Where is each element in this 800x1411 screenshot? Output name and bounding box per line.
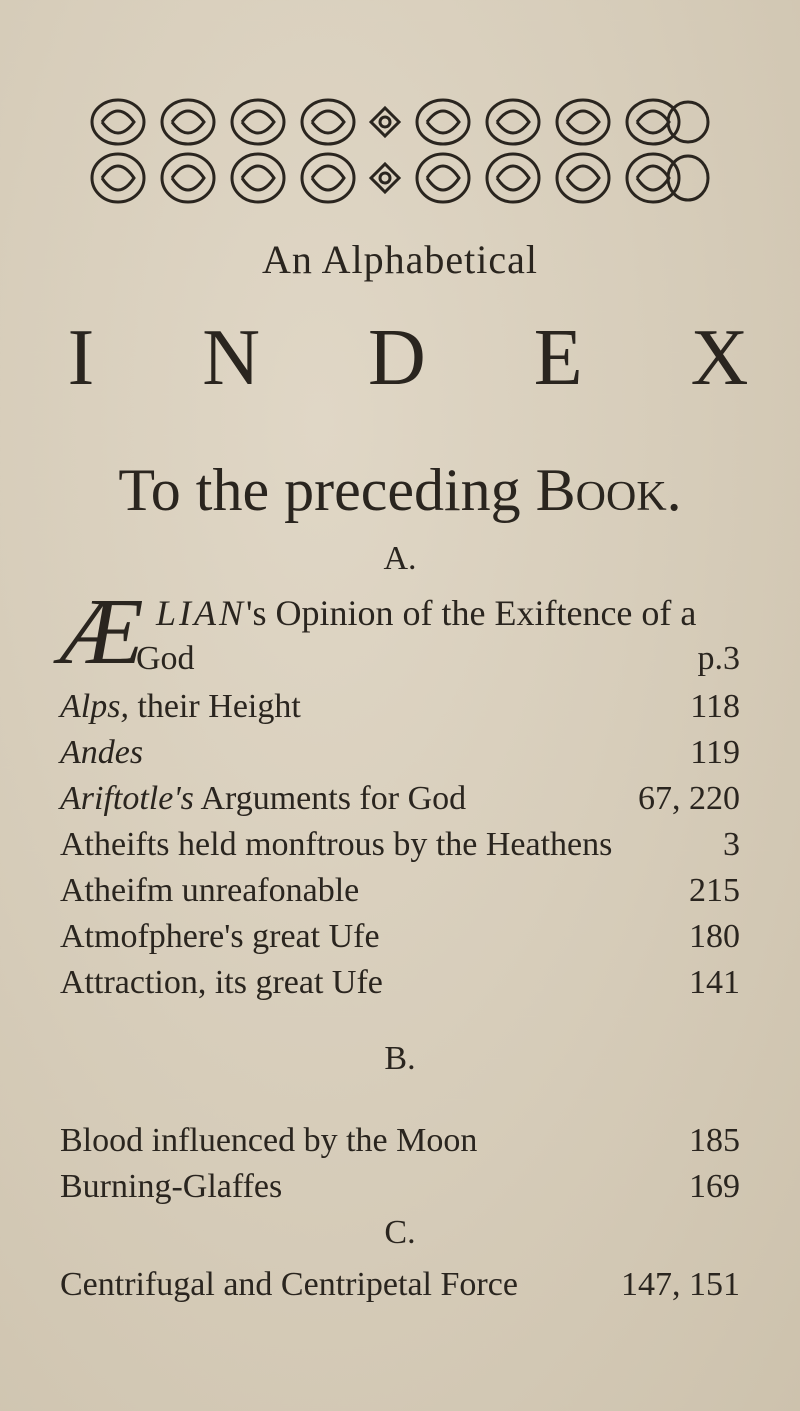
- entry-title: Blood influenced by the Moon: [60, 1122, 478, 1159]
- section-letter-a: A.: [383, 540, 417, 577]
- entry-page: 67, 220: [638, 780, 740, 817]
- first-entry-rest: 's Opinion of the Exiftence of a: [246, 593, 697, 633]
- entry-page: 119: [690, 734, 740, 771]
- ornamental-headpiece: [88, 92, 714, 210]
- drop-cap: Æ: [60, 580, 144, 684]
- section-letter-b: B.: [384, 1040, 416, 1077]
- entry-title: Atheifm unreafonable: [60, 872, 360, 909]
- entry-page: 185: [689, 1122, 740, 1159]
- entry-title: Burning-Glaffes: [60, 1168, 283, 1205]
- index-entry: [60, 684, 740, 730]
- index-entry: [60, 960, 740, 1006]
- entry-title: God: [136, 640, 195, 677]
- entry-page: 169: [689, 1168, 740, 1205]
- index-entry: [136, 636, 740, 682]
- entry-title: Atmofphere's great Ufe: [60, 918, 380, 955]
- entry-page: 118: [690, 688, 740, 725]
- entry-title: their Height: [128, 688, 301, 725]
- index-entry: [60, 776, 740, 822]
- to-book-word: Book.: [535, 457, 682, 523]
- entry-title: Attraction, its great Ufe: [60, 964, 383, 1001]
- index-entry: [60, 1164, 740, 1210]
- index-entry: [60, 730, 740, 776]
- entry-title: Arguments for God: [193, 780, 467, 817]
- entry-page: 215: [689, 872, 740, 909]
- index-entry: [60, 914, 740, 960]
- subtitle: An Alphabetical: [261, 237, 539, 282]
- section-letter-c: C.: [384, 1214, 416, 1251]
- index-entry: [60, 1262, 740, 1308]
- entry-title-italic: Ariftotle's: [60, 780, 194, 817]
- to-book-heading: [0, 457, 800, 523]
- index-entry: [60, 1118, 740, 1164]
- to-book-prefix: To the preceding: [118, 457, 536, 523]
- entry-page: 3: [723, 826, 740, 863]
- index-title: I N D E X: [67, 314, 793, 402]
- index-entry: [60, 868, 740, 914]
- entry-page: p.3: [697, 640, 740, 677]
- entry-title: Centrifugal and Centripetal Force: [60, 1266, 518, 1303]
- entry-page: 180: [689, 918, 740, 955]
- entry-title-italic: Alps,: [60, 688, 129, 725]
- entry-title-italic: Andes: [60, 734, 144, 771]
- entry-page: 147, 151: [621, 1266, 740, 1303]
- entry-title: Atheifts held monftrous by the Heathens: [60, 826, 613, 863]
- index-entry: [60, 822, 740, 868]
- entry-page: 141: [689, 964, 740, 1001]
- first-entry-caps: LIAN: [156, 593, 247, 633]
- first-entry-line: [156, 592, 696, 634]
